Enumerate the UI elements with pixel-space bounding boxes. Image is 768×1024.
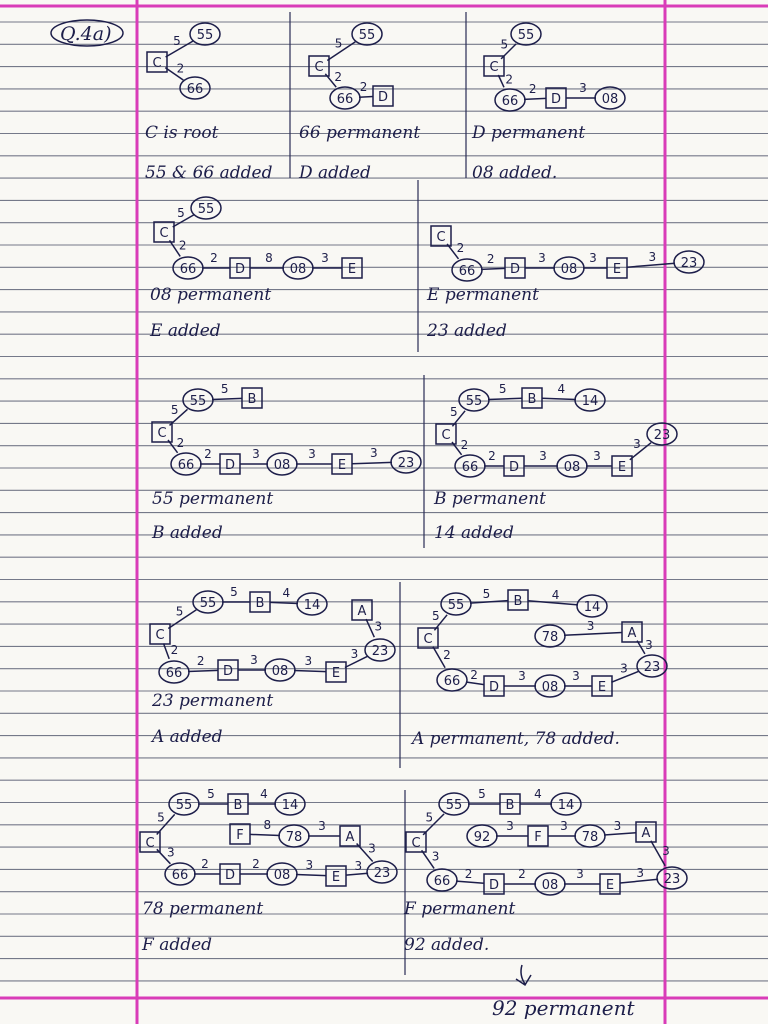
node-label: 66 (433, 874, 451, 889)
step-caption: 23 permanent (152, 691, 274, 711)
graph-edge (212, 398, 242, 399)
node-label: 66 (501, 94, 519, 109)
step-caption: E added (150, 321, 221, 341)
node-label: C (436, 230, 446, 245)
node-label: 55 (197, 202, 215, 217)
edge-weight-label: 3 (321, 251, 329, 265)
edge-weight-label: 3 (636, 866, 645, 880)
node-label: 08 (273, 458, 291, 473)
edge-weight-label: 2 (201, 857, 209, 871)
edge-weight-label: 3 (662, 844, 670, 859)
node-label: 55 (358, 28, 376, 43)
graph-edge (366, 619, 374, 637)
node-label: 66 (186, 82, 204, 97)
edge-weight-label: 3 (613, 819, 622, 833)
step-caption: 55 permanent (152, 489, 274, 509)
node-label: 78 (541, 630, 559, 645)
edge-weight-label: 2 (176, 61, 185, 76)
step-caption: 92 added. (404, 935, 490, 955)
edge-weight-label: 5 (334, 36, 343, 51)
node-label: 23 (663, 872, 681, 887)
edge-weight-label: 3 (620, 661, 628, 676)
edge-weight-label: 4 (557, 382, 566, 396)
node-label: F (534, 830, 542, 845)
node-label: 55 (175, 798, 193, 813)
node-label: D (550, 92, 562, 107)
edge-weight-label: 2 (505, 72, 514, 87)
edge-weight-label: 5 (478, 787, 486, 801)
graph-edge (250, 834, 280, 835)
edge-weight-label: 2 (464, 867, 473, 881)
node-label: 08 (289, 262, 307, 277)
node-label: 66 (171, 868, 189, 883)
edge-weight-label: 4 (551, 588, 560, 602)
step-caption: E permanent (427, 285, 539, 305)
edge-weight-label: 3 (593, 449, 601, 463)
step-panel (410, 587, 667, 749)
edge-weight-label: 5 (498, 382, 507, 396)
node-label: D (234, 262, 246, 277)
node-label: 66 (177, 458, 195, 473)
edge-weight-label: 3 (576, 867, 584, 881)
node-label: A (357, 604, 367, 619)
edge-weight-label: 3 (252, 447, 260, 461)
node-label: 66 (461, 460, 479, 475)
edge-weight-label: 2 (488, 449, 496, 463)
step-panel (140, 787, 397, 955)
node-label: 66 (165, 666, 183, 681)
edge-weight-label: 3 (304, 654, 313, 668)
step-panel (403, 787, 687, 955)
node-label: 66 (336, 92, 354, 107)
graph-edge (524, 98, 546, 99)
edge-weight-label: 2 (210, 251, 218, 265)
node-label: 55 (447, 598, 465, 613)
step-panel (298, 23, 420, 183)
edge-weight-label: 2 (334, 70, 343, 84)
edge-weight-label: 2 (359, 80, 368, 94)
node-label: 14 (583, 600, 601, 615)
step-caption: B permanent (434, 489, 547, 509)
node-label: 23 (680, 256, 698, 271)
graph-edge (604, 833, 636, 835)
node-label: D (377, 90, 389, 105)
edge-weight-label: 3 (539, 449, 547, 463)
question-label (51, 20, 123, 46)
node-label: D (509, 262, 521, 277)
node-label: D (224, 458, 236, 473)
edge-weight-label: 2 (528, 82, 537, 96)
final-note: 92 permanent (492, 996, 635, 1020)
edge-weight-label: 5 (449, 404, 458, 419)
edge-weight-label: 4 (534, 787, 542, 801)
node-label: 08 (563, 460, 581, 475)
edge-weight-label: 3 (633, 436, 641, 451)
node-label: 55 (465, 394, 483, 409)
node-label: C (155, 628, 165, 643)
edge-weight-label: 3 (586, 619, 595, 633)
step-panel (426, 226, 704, 341)
node-label: F (236, 828, 244, 843)
edge-weight-label: 2 (176, 436, 185, 451)
node-label: 78 (581, 830, 599, 845)
step-caption: A added (152, 727, 223, 747)
node-label: E (597, 680, 607, 695)
edge-weight-label: 2 (470, 668, 478, 683)
edge-weight-label: 2 (460, 438, 469, 453)
edge-weight-label: 2 (204, 447, 212, 461)
graph-edge (456, 881, 484, 883)
node-label: C (411, 836, 421, 851)
graph-edge (352, 462, 392, 463)
node-label: A (345, 830, 355, 845)
node-label: E (617, 460, 627, 475)
node-label: 55 (517, 28, 535, 43)
node-label: 66 (458, 264, 476, 279)
edge-weight-label: 2 (170, 643, 179, 658)
edge-weight-label: 2 (486, 252, 495, 266)
node-label: A (641, 826, 651, 841)
edge-weight-label: 5 (500, 37, 509, 52)
node-label: C (489, 60, 499, 75)
node-label: 23 (643, 660, 661, 675)
node-label: C (157, 426, 167, 441)
step-panel (150, 585, 395, 747)
node-label: C (423, 632, 433, 647)
edge-weight-label: 3 (350, 646, 359, 661)
graph-edge (498, 75, 504, 87)
edge-weight-label: 3 (506, 819, 514, 833)
edge-weight-label: 3 (589, 251, 597, 265)
edge-weight-label: 5 (431, 608, 440, 623)
dijkstra-steps (140, 23, 704, 955)
edge-weight-label: 3 (368, 841, 376, 856)
graph-edge (481, 268, 505, 269)
node-label: A (627, 626, 637, 641)
step-caption: D permanent (472, 123, 586, 143)
edge-weight-label: 2 (178, 238, 187, 253)
node-label: C (152, 56, 162, 71)
step-caption: A permanent, 78 added. (412, 729, 620, 749)
edge-weight-label: 2 (456, 241, 465, 256)
node-label: 92 (473, 830, 491, 845)
edge-weight-label: 2 (518, 867, 526, 881)
node-label: 14 (581, 394, 599, 409)
step-caption: F added (142, 935, 213, 955)
edge-weight-label: 2 (443, 648, 451, 662)
step-caption: 08 added. (472, 163, 558, 183)
graph-edge (542, 398, 576, 399)
node-label: D (488, 878, 500, 893)
edge-weight-label: 3 (572, 669, 580, 683)
step-caption: C is root (145, 123, 219, 143)
edge-weight-label: 2 (196, 654, 205, 668)
step-panel (151, 382, 421, 543)
edge-weight-label: 8 (265, 251, 273, 265)
node-label: 08 (560, 262, 578, 277)
node-label: B (233, 798, 243, 813)
node-label: D (508, 460, 520, 475)
node-label: B (255, 596, 265, 611)
node-label: B (527, 392, 537, 407)
node-label: 08 (601, 92, 619, 107)
node-label: E (605, 878, 615, 893)
node-label: D (224, 868, 236, 883)
graph-edge (296, 875, 326, 876)
node-label: 08 (541, 878, 559, 893)
edge-weight-label: 3 (308, 447, 316, 461)
edge-weight-label: 3 (518, 669, 526, 683)
step-caption: 08 permanent (150, 285, 272, 305)
node-label: 55 (445, 798, 463, 813)
node-label: D (222, 664, 234, 679)
graph-edge (346, 873, 368, 875)
graph-edge (164, 643, 170, 659)
edge-weight-label: 4 (282, 586, 291, 600)
node-label: B (247, 392, 257, 407)
edge-weight-label: 3 (369, 446, 378, 460)
node-label: 14 (303, 598, 321, 613)
edge-weight-label: 5 (207, 787, 215, 801)
graph-edge (466, 682, 484, 685)
graph-edge (188, 670, 218, 671)
edge-weight-label: 3 (305, 858, 314, 872)
edge-weight-label: 3 (560, 819, 568, 833)
graph-edge (488, 398, 522, 399)
graph-edge (294, 671, 326, 672)
node-label: E (331, 870, 341, 885)
step-caption: D added (299, 163, 371, 183)
step-panel (433, 382, 677, 543)
step-panel (145, 23, 273, 183)
node-label: 14 (557, 798, 575, 813)
edge-weight-label: 3 (166, 845, 175, 860)
node-label: 14 (281, 798, 299, 813)
edge-weight-label: 5 (175, 604, 184, 619)
node-label: C (441, 428, 451, 443)
node-label: E (331, 666, 341, 681)
edge-weight-label: 3 (250, 653, 258, 667)
node-label: 55 (189, 394, 207, 409)
node-label: C (145, 836, 155, 851)
edge-weight-label: 5 (177, 206, 185, 221)
step-caption: 14 added (434, 523, 514, 543)
node-label: D (488, 680, 500, 695)
question-label-text: Q.4a) (60, 23, 112, 45)
node-label: 66 (179, 262, 197, 277)
step-caption: 78 permanent (142, 899, 264, 919)
step-caption: 66 permanent (299, 123, 421, 143)
down-arrow-icon (516, 965, 531, 985)
step-panel (471, 23, 625, 183)
edge-weight-label: 3 (318, 819, 326, 833)
edge-weight-label: 3 (431, 849, 440, 864)
node-label: 08 (271, 664, 289, 679)
node-label: 23 (373, 866, 391, 881)
node-label: B (513, 594, 523, 609)
edge-weight-label: 3 (538, 251, 546, 265)
edge-weight-label: 2 (252, 857, 260, 871)
node-label: E (347, 262, 357, 277)
edge-weight-label: 3 (374, 619, 383, 634)
node-label: 55 (199, 596, 217, 611)
node-label: C (159, 226, 169, 241)
final-step (492, 965, 635, 1020)
edge-weight-label: 5 (482, 587, 491, 601)
node-label: 23 (653, 428, 671, 443)
node-label: 78 (285, 830, 303, 845)
step-caption: F permanent (404, 899, 516, 919)
step-panel (149, 197, 362, 341)
node-label: B (505, 798, 515, 813)
graph-edge (359, 97, 373, 98)
node-label: 55 (196, 28, 214, 43)
edge-weight-label: 3 (354, 859, 363, 873)
edge-weight-label: 4 (260, 787, 268, 801)
edge-weight-label: 8 (263, 818, 272, 832)
edge-weight-label: 5 (230, 585, 238, 599)
step-caption: B added (152, 523, 223, 543)
node-label: E (612, 262, 622, 277)
node-label: 23 (397, 456, 415, 471)
edge-weight-label: 5 (170, 403, 179, 417)
node-label: 08 (273, 868, 291, 883)
node-label: 23 (371, 644, 389, 659)
edge-weight-label: 3 (645, 637, 653, 652)
step-caption: 55 & 66 added (145, 163, 273, 183)
edge-weight-label: 5 (220, 382, 229, 396)
edge-weight-label: 3 (579, 81, 587, 95)
node-label: E (337, 458, 347, 473)
graph-edge (270, 602, 298, 603)
ruled-lines (0, 22, 768, 981)
edge-weight-label: 5 (157, 810, 165, 825)
edge-weight-label: 5 (173, 34, 181, 49)
node-label: C (314, 60, 324, 75)
edge-weight-label: 5 (425, 810, 434, 825)
node-label: 66 (443, 674, 461, 689)
node-label: 08 (541, 680, 559, 695)
edge-weight-label: 3 (648, 250, 657, 264)
step-caption: 23 added (427, 321, 507, 341)
